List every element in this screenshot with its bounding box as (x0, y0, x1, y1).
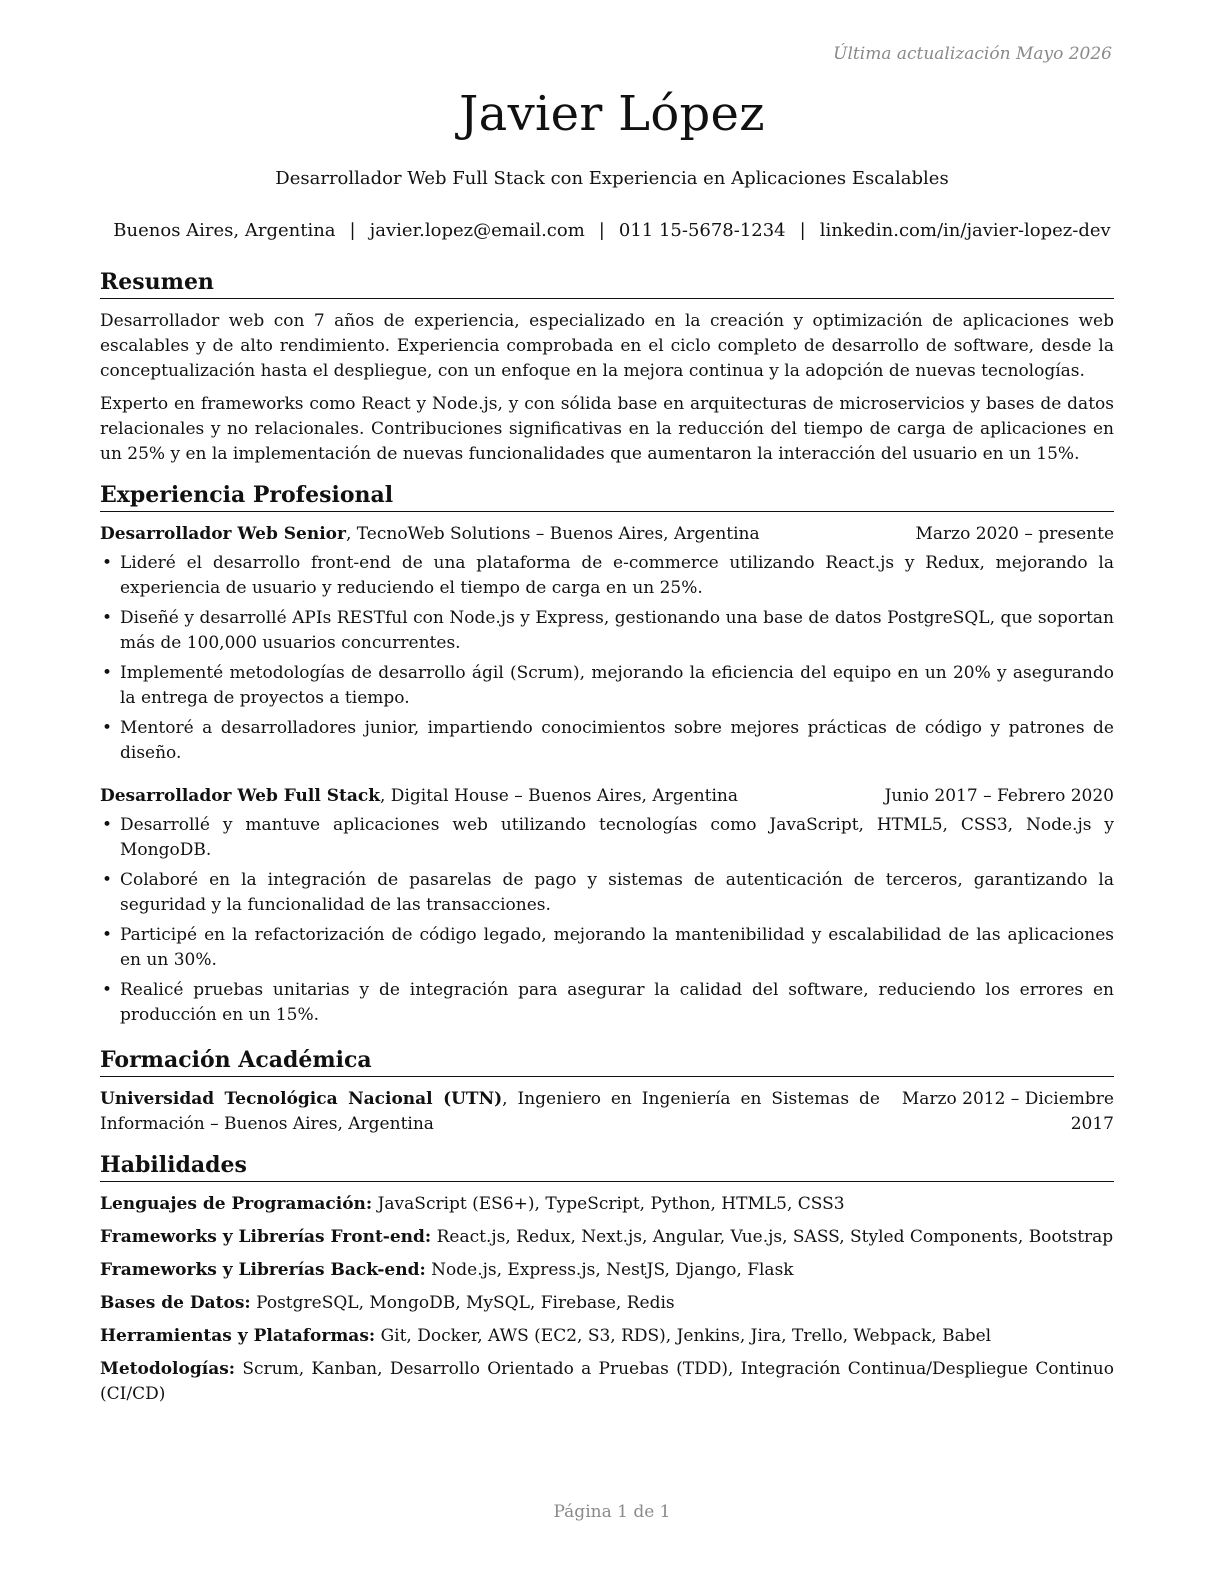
summary-paragraph: Desarrollador web con 7 años de experiencia, especializado en la creación y optimización de aplicaciones web escalables y de alto rendimiento. Experiencia comprobada en el ciclo completo de desarrollo de software, desde la conceptualización hasta el despliegue, con un enfoque en la mejora continua y la adopción de nuevas tecnologías. (100, 311, 1114, 381)
job-header (100, 522, 1114, 547)
job-role: Desarrollador Web Full Stack (100, 786, 380, 806)
skill-row (100, 1258, 1114, 1283)
summary-heading: Resumen (100, 268, 1114, 299)
contact-line (0, 220, 1224, 241)
skill-value: PostgreSQL, MongoDB, MySQL, Firebase, Redis (250, 1293, 675, 1313)
skill-label: Frameworks y Librerías Front-end: (100, 1227, 432, 1247)
bullet-icon: • (102, 718, 113, 738)
skill-value: Scrum, Kanban, Desarrollo Orientado a Pruebas (TDD), Integración Continua/Despliegue Continuo (CI/CD) (100, 1359, 1114, 1404)
bullet-icon: • (102, 608, 113, 628)
job-company: , Digital House – Buenos Aires, Argentina (380, 786, 738, 806)
job-company: , TecnoWeb Solutions – Buenos Aires, Argentina (345, 524, 760, 544)
job-bullet-text: Implementé metodologías de desarrollo ágil (Scrum), mejorando la eficiencia del equipo en un 20% y asegurando la entrega de proyectos a tiempo. (120, 663, 1114, 708)
education-details (100, 1087, 880, 1137)
skill-label: Metodologías: (100, 1359, 236, 1379)
bullet-icon: • (102, 553, 113, 573)
skill-row (100, 1357, 1114, 1407)
job-bullet-list (100, 551, 1114, 766)
summary-section (100, 268, 1114, 467)
job-bullet-text: Lideré el desarrollo front-end de una plataforma de e-commerce utilizando React.js y Redux, mejorando la experiencia de usuario y reduciendo el tiempo de carga en un 25%. (120, 553, 1114, 598)
skill-label: Herramientas y Plataformas: (100, 1326, 376, 1346)
skill-value: Node.js, Express.js, NestJS, Django, Flask (425, 1260, 794, 1280)
job-bullet-text: Desarrollé y mantuve aplicaciones web utilizando tecnologías como JavaScript, HTML5, CSS3, Node.js y MongoDB. (120, 815, 1114, 860)
last-updated-note: Última actualización Mayo 2026 (833, 44, 1112, 64)
bullet-icon: • (102, 980, 113, 1000)
experience-section (100, 481, 1114, 1028)
contact-separator: | (799, 220, 806, 241)
skill-value: React.js, Redux, Next.js, Angular, Vue.js, SASS, Styled Components, Bootstrap (431, 1227, 1114, 1247)
education-entry (100, 1087, 1114, 1137)
contact-email-link[interactable]: javier.lopez@email.com (369, 220, 585, 241)
bullet-icon: • (102, 663, 113, 683)
contact-linkedin-link[interactable]: linkedin.com/in/javier-lopez-dev (819, 220, 1111, 241)
job-bullet (100, 978, 1114, 1028)
skill-value: Git, Docker, AWS (EC2, S3, RDS), Jenkins, Jira, Trello, Webpack, Babel (375, 1326, 992, 1346)
experience-heading: Experiencia Profesional (100, 481, 1114, 512)
job-bullet (100, 606, 1114, 656)
job-title-line (100, 784, 738, 809)
job-bullet-text: Participé en la refactorización de código legado, mejorando la mantenibilidad y escalabilidad de las aplicaciones en un 30%. (120, 925, 1114, 970)
job-bullet-text: Colaboré en la integración de pasarelas de pago y sistemas de autenticación de terceros, garantizando la seguridad y la funcionalidad de las transacciones. (120, 870, 1114, 915)
skill-label: Frameworks y Librerías Back-end: (100, 1260, 426, 1280)
job-title-line (100, 522, 760, 547)
contact-separator: | (598, 220, 605, 241)
job-dates: Marzo 2020 – presente (915, 524, 1114, 544)
job-bullet-text: Realicé pruebas unitarias y de integración para asegurar la calidad del software, reduciendo los errores en producción en un 15%. (120, 980, 1114, 1025)
education-section (100, 1046, 1114, 1137)
education-heading: Formación Académica (100, 1046, 1114, 1077)
job-bullet (100, 551, 1114, 601)
contact-separator: | (349, 220, 356, 241)
education-degree: , Ingeniero en Ingeniería en Sistemas de Información – Buenos Aires, Argentina (100, 1089, 880, 1134)
contact-phone-link[interactable]: 011 15-5678-1234 (618, 220, 786, 241)
candidate-name: Javier López (459, 86, 765, 142)
skill-row (100, 1192, 1114, 1217)
job-entry (100, 522, 1114, 766)
bullet-icon: • (102, 925, 113, 945)
summary-paragraph: Experto en frameworks como React y Node.js, y con sólida base en arquitecturas de microservicios y bases de datos relacionales y no relacionales. Contribuciones significativas en la reducción del tiempo de carga de aplicaciones en un 25% y en la implementación de nuevas funcionalidades que aumentaron la interacción del usuario en un 15%. (100, 394, 1114, 464)
job-header (100, 784, 1114, 809)
job-bullet-list (100, 813, 1114, 1028)
job-entry (100, 784, 1114, 1028)
contact-location: Buenos Aires, Argentina (113, 220, 336, 241)
page-number: Página 1 de 1 (553, 1502, 671, 1522)
skill-label: Lenguajes de Programación: (100, 1194, 373, 1214)
skill-row (100, 1324, 1114, 1349)
bullet-icon: • (102, 870, 113, 890)
job-bullet (100, 923, 1114, 973)
skill-row (100, 1225, 1114, 1250)
resume-body (100, 268, 1114, 1421)
job-dates: Junio 2017 – Febrero 2020 (884, 786, 1114, 806)
job-bullet (100, 661, 1114, 711)
professional-headline: Desarrollador Web Full Stack con Experiencia en Aplicaciones Escalables (275, 168, 949, 189)
skill-label: Bases de Datos: (100, 1293, 251, 1313)
job-bullet (100, 716, 1114, 766)
skills-section (100, 1151, 1114, 1407)
education-institution: Universidad Tecnológica Nacional (UTN) (100, 1089, 503, 1109)
skills-heading: Habilidades (100, 1151, 1114, 1182)
job-bullet (100, 868, 1114, 918)
skill-row (100, 1291, 1114, 1316)
skill-value: JavaScript (ES6+), TypeScript, Python, HTML5, CSS3 (372, 1194, 845, 1214)
job-role: Desarrollador Web Senior (100, 524, 346, 544)
bullet-icon: • (102, 815, 113, 835)
job-bullet-text: Diseñé y desarrollé APIs RESTful con Node.js y Express, gestionando una base de datos PostgreSQL, que soportan más de 100,000 usuarios concurrentes. (120, 608, 1114, 653)
job-bullet-text: Mentoré a desarrolladores junior, impartiendo conocimientos sobre mejores prácticas de código y patrones de diseño. (120, 718, 1114, 763)
education-dates: Marzo 2012 – Diciembre 2017 (901, 1089, 1114, 1134)
job-bullet (100, 813, 1114, 863)
